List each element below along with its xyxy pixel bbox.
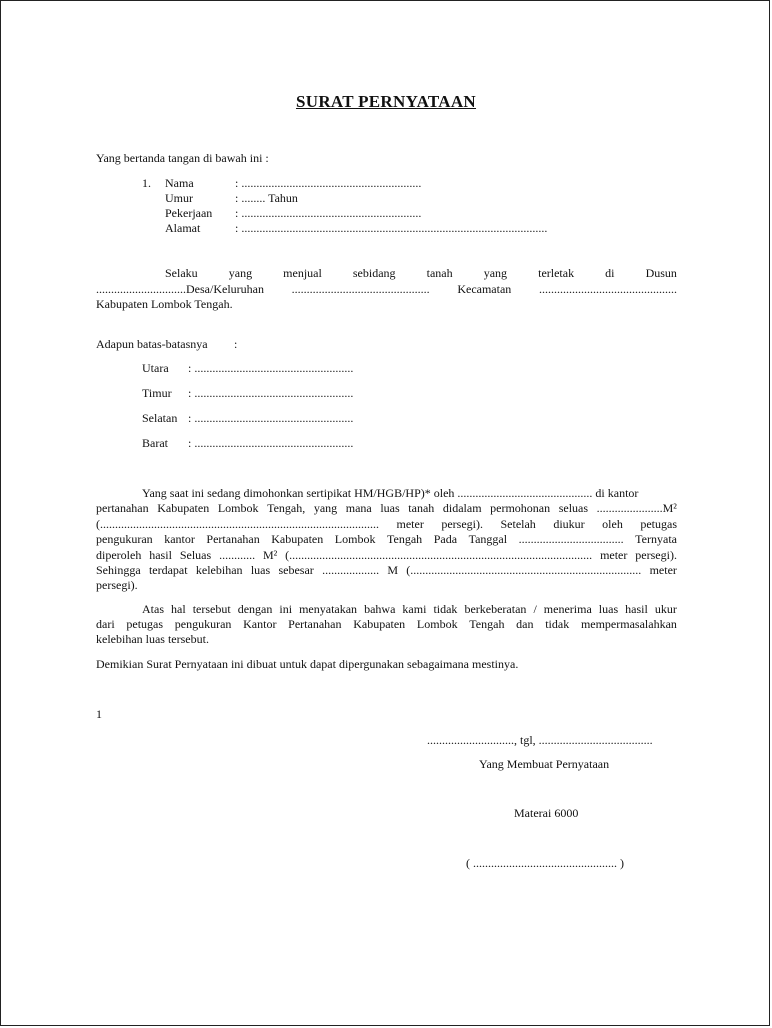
- field-value-alamat: : ......................................................................................................: [235, 221, 548, 235]
- para2-line4: pengukuran kantor Pertanahan Kabupaten Lombok Tengah Pada Tanggal ................................... Ternyata: [96, 532, 677, 546]
- border-value-barat: : .....................................................: [188, 436, 354, 450]
- intro-text: Yang bertanda tangan di bawah ini :: [96, 151, 269, 165]
- signer-label: Yang Membuat Pernyataan: [479, 757, 610, 771]
- para1-line1: Selaku yang menjual sebidang tanah yang terletak di Dusun: [165, 266, 677, 280]
- field-value-umur: : ........ Tahun: [235, 191, 298, 205]
- field-value-nama: : ............................................................: [235, 176, 422, 190]
- para2-line1: Yang saat ini sedang dimohonkan sertipikat HM/HGB/HP)* oleh ............................................. di kantor: [142, 486, 639, 500]
- border-label-timur: Timur: [142, 386, 172, 400]
- para2-line6: Sehingga terdapat kelebihan luas sebesar ................... M (............................................................................. meter: [96, 563, 677, 577]
- borders-heading-colon: :: [234, 337, 238, 351]
- document-title: SURAT PERNYATAAN: [295, 92, 477, 111]
- field-label-umur: Umur: [165, 191, 193, 205]
- border-label-utara: Utara: [142, 361, 169, 375]
- signature-name-line: ( ................................................ ): [466, 856, 624, 870]
- para3-line3: kelebihan luas tersebut.: [96, 632, 209, 646]
- para2-line7: persegi).: [96, 578, 138, 592]
- border-value-utara: : .....................................................: [188, 361, 354, 375]
- para2-line3: (............................................................................................. meter persegi). Setelah diukur oleh petugas: [96, 517, 677, 531]
- stamp-label: Materai 6000: [514, 806, 579, 820]
- page-number: 1: [96, 707, 102, 721]
- field-value-pekerjaan: : ............................................................: [235, 206, 422, 220]
- field-label-nama: Nama: [165, 176, 194, 190]
- field-label-alamat: Alamat: [165, 221, 201, 235]
- closing-text: Demikian Surat Pernyataan ini dibuat untuk dapat dipergunakan sebagaimana mestinya.: [96, 657, 519, 671]
- para1-line3: Kabupaten Lombok Tengah.: [96, 297, 233, 311]
- para3-line1: Atas hal tersebut dengan ini menyatakan bahwa kami tidak berkeberatan / menerima luas hasil ukur: [142, 602, 677, 616]
- para3-line2: dari petugas pengukuran Kantor Pertanahan Kabupaten Lombok Tengah dan tidak mempermasalahkan: [96, 617, 677, 631]
- border-value-timur: : .....................................................: [188, 386, 354, 400]
- field-label-pekerjaan: Pekerjaan: [165, 206, 213, 220]
- para2-line2: pertanahan Kabupaten Lombok Tengah, yang mana luas tanah didalam permohonan seluas ......................M²: [96, 501, 677, 515]
- para1-line2: ..............................Desa/Keluruhan .............................................. Kecamatan ..............................................: [96, 282, 677, 296]
- border-label-barat: Barat: [142, 436, 168, 450]
- border-value-selatan: : .....................................................: [188, 411, 354, 425]
- place-date-line: ............................., tgl, ......................................: [427, 733, 653, 747]
- borders-heading: Adapun batas-batasnya: [96, 337, 208, 351]
- para2-line5: diperoleh hasil Seluas ............ M² (..................................................................................................... meter persegi).: [96, 548, 677, 562]
- border-label-selatan: Selatan: [142, 411, 178, 425]
- identity-number: 1.: [142, 176, 151, 190]
